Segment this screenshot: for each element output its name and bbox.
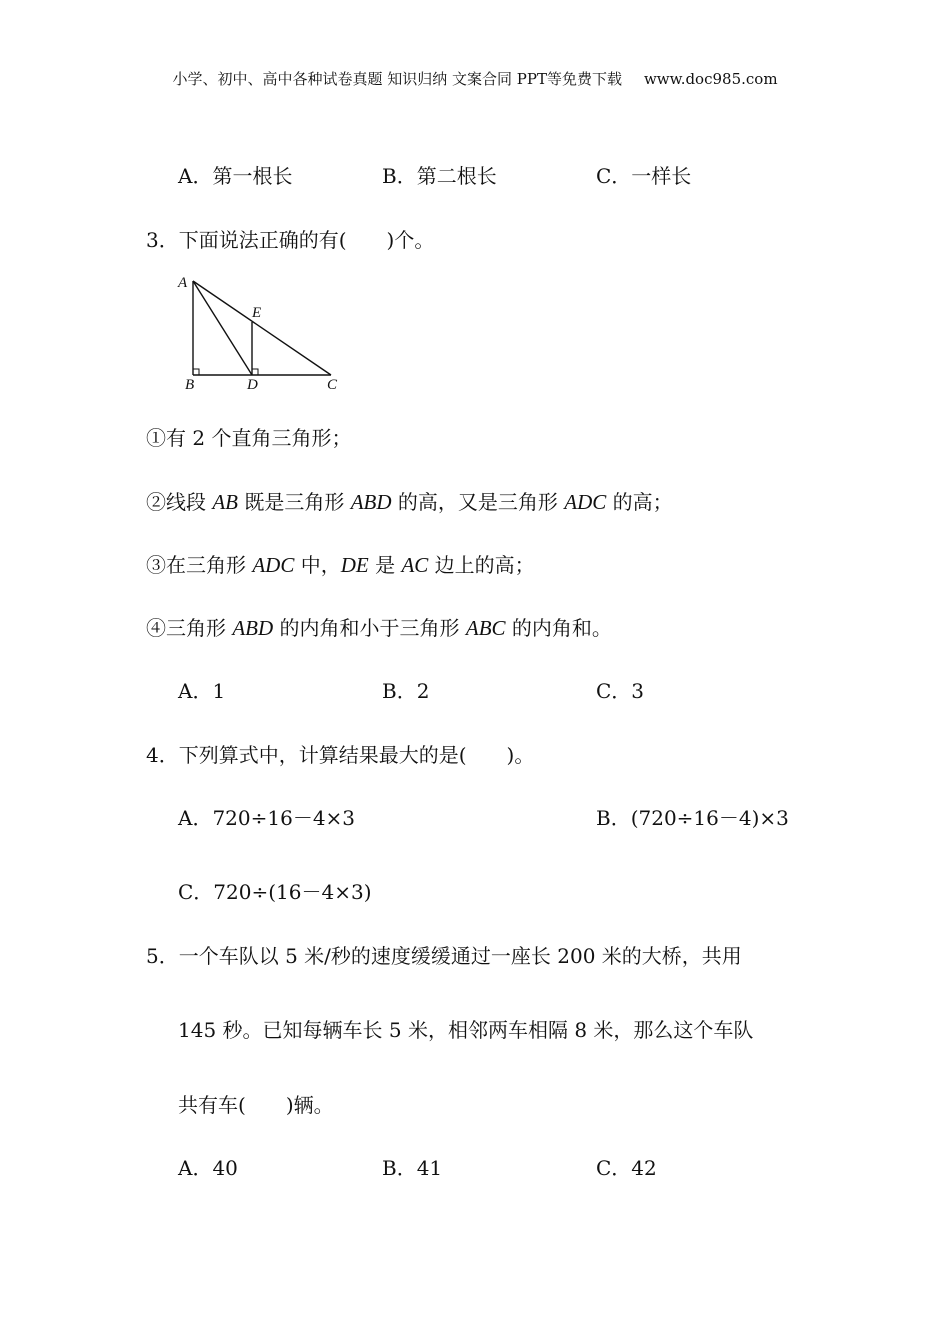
text: 的高，又是三角形 <box>391 490 565 514</box>
q3-statement-1: ①有 2 个直角三角形； <box>146 426 352 450</box>
var: ADC <box>252 553 295 577</box>
header-site: www.doc985.com <box>643 70 778 88</box>
q5-option-a: A．40 <box>178 1156 238 1180</box>
text: 的高； <box>606 490 673 514</box>
header-text: 小学、初中、高中各种试卷真题 知识归纳 文案合同 PPT等免费下载 <box>172 70 622 88</box>
q2-option-b: B．第二根长 <box>382 164 497 188</box>
label-b: B <box>185 377 195 393</box>
text: 的内角和小于三角形 <box>273 616 466 640</box>
var: ABC <box>465 616 506 640</box>
segment-ad <box>193 281 252 375</box>
text: 既是三角形 <box>238 490 351 514</box>
q3-statement-2 <box>146 490 673 514</box>
text: ④三角形 <box>146 616 233 640</box>
text: 中， <box>294 553 341 577</box>
label-d: D <box>247 377 258 393</box>
q3-stem-prefix: 3．下面说法正确的有( <box>146 228 347 252</box>
q5-line-1: 5．一个车队以 5 米/秒的速度缓缓通过一座长 200 米的大桥，共用 <box>146 944 742 968</box>
q3-stem-suffix: )个。 <box>386 228 435 252</box>
q3-statement-4 <box>146 616 612 640</box>
q4-option-c: C．720÷(16－4×3) <box>178 880 372 904</box>
right-angle-d <box>252 369 258 375</box>
triangle-figure <box>170 268 350 398</box>
var: ADC <box>564 490 607 514</box>
q3-stem <box>146 228 434 252</box>
q5-option-c: C．42 <box>596 1156 657 1180</box>
right-angle-b <box>193 369 199 375</box>
q5-line3-prefix: 共有车( <box>178 1093 246 1117</box>
var: DE <box>340 553 369 577</box>
text: ②线段 <box>146 490 213 514</box>
q5-line3-suffix: )辆。 <box>285 1093 334 1117</box>
label-e: E <box>252 305 262 321</box>
text: 的内角和。 <box>505 616 612 640</box>
page-header <box>0 68 950 89</box>
q5-line-2: 145 秒。已知每辆车长 5 米，相邻两车相隔 8 米，那么这个车队 <box>178 1018 754 1042</box>
q3-option-b: B．2 <box>382 679 430 703</box>
text: 是 <box>368 553 402 577</box>
label-c: C <box>327 377 338 393</box>
label-a: A <box>178 275 188 291</box>
var: AB <box>212 490 239 514</box>
q4-stem <box>146 743 534 767</box>
q4-stem-suffix: )。 <box>506 743 535 767</box>
q3-option-c: C．3 <box>596 679 645 703</box>
var: ABD <box>232 616 274 640</box>
q4-option-a: A．720÷16－4×3 <box>178 806 356 830</box>
q4-stem-prefix: 4．下列算式中，计算结果最大的是( <box>146 743 467 767</box>
q5-line-3 <box>178 1093 334 1117</box>
text: 边上的高； <box>428 553 535 577</box>
var: AC <box>401 553 429 577</box>
text: ③在三角形 <box>146 553 253 577</box>
q2-option-a: A．第一根长 <box>178 164 293 188</box>
q4-option-b: B．(720÷16－4)×3 <box>596 806 789 830</box>
var: ABD <box>350 490 392 514</box>
q3-statement-3 <box>146 553 535 577</box>
segment-ac <box>193 281 331 375</box>
q3-option-a: A．1 <box>178 679 226 703</box>
q2-option-c: C．一样长 <box>596 164 692 188</box>
q5-option-b: B．41 <box>382 1156 443 1180</box>
